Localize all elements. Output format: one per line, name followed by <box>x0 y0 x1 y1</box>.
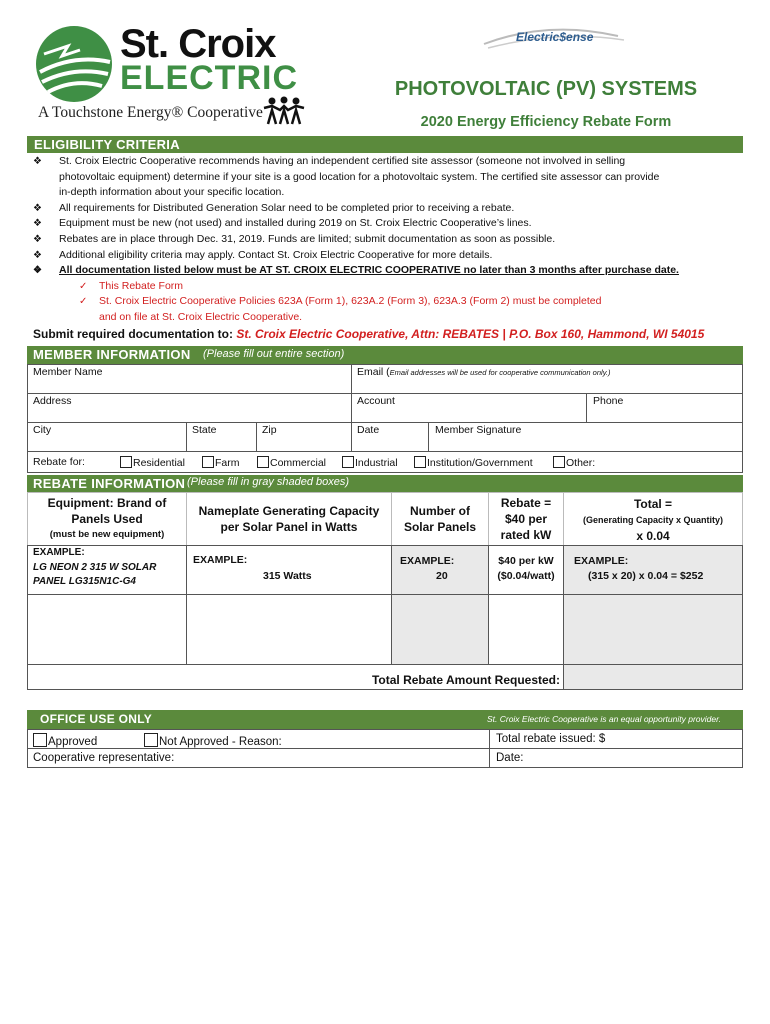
diamond-bullet-icon: ❖ <box>33 265 42 277</box>
col-equipment-header: Equipment: Brand of Panels Used (must be new equipment) <box>27 492 187 546</box>
list-item: ✓ St. Croix Electric Cooperative Policies 623A (Form 1), 623A.2 (Form 3), 623A.3 (Form 2) must be completed <box>27 294 743 310</box>
submit-instructions <box>33 327 753 341</box>
checkbox-icon[interactable] <box>144 733 158 747</box>
col-rebate-header: Rebate = $40 per rated kW <box>488 492 564 546</box>
page-subtitle: 2020 Energy Efficiency Rebate Form <box>420 114 672 130</box>
cooperative-logo-icon <box>34 24 114 104</box>
program-name: Electric$ense <box>516 30 594 44</box>
list-item: and on file at St. Croix Electric Cooperative. <box>99 310 303 323</box>
checkbox-institution[interactable]: Institution/Government <box>414 456 533 469</box>
member-heading: MEMBER INFORMATION <box>33 347 191 362</box>
program-badge <box>478 24 628 54</box>
checkbox-icon[interactable] <box>120 456 132 468</box>
total-input[interactable] <box>563 594 743 665</box>
approval-row <box>27 729 490 749</box>
state-field[interactable]: State <box>186 422 257 452</box>
col-total-header: Total = (Generating Capacity x Quantity) x 0.04 <box>563 492 743 546</box>
equipment-input[interactable] <box>27 594 187 665</box>
list-item: ✓ This Rebate Form <box>27 279 743 295</box>
example-total: EXAMPLE: (315 x 20) x 0.04 = $252 <box>563 545 743 595</box>
list-item: ❖ All documentation listed below must be AT ST. CROIX ELECTRIC COOPERATIVE no later than 3 months after purchase date. <box>27 263 743 279</box>
rebate-type-row: Rebate for: Residential Farm Commercial Industrial Institution/Government Other: <box>27 451 743 473</box>
diamond-bullet-icon: ❖ <box>33 156 42 167</box>
phone-field[interactable]: Phone <box>586 393 743 423</box>
logo-line2: ELECTRIC <box>120 59 298 97</box>
eligibility-heading: ELIGIBILITY CRITERIA <box>34 137 180 152</box>
checkbox-other[interactable]: Other: <box>553 456 595 469</box>
quantity-input[interactable] <box>391 594 489 665</box>
city-field[interactable]: City <box>27 422 187 452</box>
diamond-bullet-icon: ❖ <box>33 202 42 214</box>
checkbox-icon[interactable] <box>33 733 47 747</box>
page-title: PHOTOVOLTAIC (PV) SYSTEMS <box>394 78 698 100</box>
checkbox-icon[interactable] <box>257 456 269 468</box>
checkbox-icon[interactable] <box>414 456 426 468</box>
member-info-header <box>27 346 743 364</box>
eligibility-list <box>27 154 743 326</box>
rebate-info-header <box>27 475 743 492</box>
rebate-note: (Please fill in gray shaded boxes) <box>187 476 350 488</box>
checkbox-approved[interactable]: Approved <box>33 733 97 748</box>
rebate-heading: REBATE INFORMATION <box>33 476 186 491</box>
representative-field[interactable]: Cooperative representative: <box>27 748 490 768</box>
date-field[interactable]: Date <box>351 422 429 452</box>
logo-tagline: A Touchstone Energy® Cooperative <box>38 104 263 121</box>
example-rebate: $40 per kW ($0.04/watt) <box>488 545 564 595</box>
total-rebate-row: Total Rebate Amount Requested: <box>27 664 564 690</box>
checkbox-icon[interactable] <box>342 456 354 468</box>
diamond-bullet-icon: ❖ <box>33 249 42 261</box>
zip-field[interactable]: Zip <box>256 422 352 452</box>
office-use-header <box>27 710 743 729</box>
diamond-bullet-icon: ❖ <box>33 233 42 245</box>
list-item: ❖ Additional eligibility criteria may apply. Contact St. Croix Electric Cooperative for more details. <box>27 248 743 264</box>
checkbox-commercial[interactable]: Commercial <box>257 456 326 469</box>
logo-line1: St. Croix <box>120 22 276 66</box>
eligibility-header <box>27 136 743 153</box>
list-item: ❖ St. Croix Electric Cooperative recommends having an independent certified site assessor (someone not involved in selling <box>27 154 743 170</box>
member-note: (Please fill out entire section) <box>203 348 345 360</box>
capacity-input[interactable] <box>186 594 392 665</box>
checkmark-icon: ✓ <box>79 280 88 292</box>
checkmark-icon: ✓ <box>79 296 88 308</box>
rebate-rate-cell <box>488 594 564 665</box>
list-item: ❖ Rebates are in place through Dec. 31, 2019. Funds are limited; submit documentation as soon as possible. <box>27 232 743 248</box>
submit-label: Submit required documentation to: <box>33 327 233 341</box>
example-equipment: EXAMPLE: LG NEON 2 315 W SOLAR PANEL LG315N1C-G4 <box>27 545 187 595</box>
submit-address: St. Croix Electric Cooperative, Attn: REBATES | P.O. Box 160, Hammond, WI 54015 <box>236 327 705 341</box>
checkbox-not-approved[interactable]: Not Approved - Reason: <box>144 733 282 748</box>
logo <box>34 24 306 132</box>
list-item: ❖ Equipment must be new (not used) and installed during 2019 on St. Croix Electric Cooperative’s lines. <box>27 216 743 232</box>
example-quantity: EXAMPLE: 20 <box>391 545 489 595</box>
office-heading: OFFICE USE ONLY <box>40 712 153 726</box>
office-date-field[interactable]: Date: <box>489 748 743 768</box>
list-item: ❖ All requirements for Distributed Generation Solar need to be completed prior to receiving a rebate. <box>27 201 743 217</box>
checkbox-farm[interactable]: Farm <box>202 456 240 469</box>
touchstone-figures-icon <box>262 96 306 126</box>
col-quantity-header: Number of Solar Panels <box>391 492 489 546</box>
col-capacity-header: Nameplate Generating Capacity per Solar Panel in Watts <box>186 492 392 546</box>
checkbox-residential[interactable]: Residential <box>120 456 185 469</box>
email-field[interactable]: Email (Email addresses will be used for cooperative communication only.) <box>351 364 743 394</box>
checkbox-icon[interactable] <box>553 456 565 468</box>
address-field[interactable]: Address <box>27 393 352 423</box>
account-field[interactable]: Account <box>351 393 587 423</box>
list-item: in-depth information about your specific location. <box>59 186 285 199</box>
diamond-bullet-icon: ❖ <box>33 218 42 230</box>
total-rebate-input[interactable] <box>563 664 743 690</box>
equal-opportunity-note: St. Croix Electric Cooperative is an equal opportunity provider. <box>486 714 721 724</box>
member-name-field[interactable]: Member Name <box>27 364 352 394</box>
checkbox-icon[interactable] <box>202 456 214 468</box>
list-item: photovoltaic equipment) determine if your site is a good location for a photovoltaic system. The certified site assessor can provide <box>59 170 660 183</box>
example-capacity: EXAMPLE: 315 Watts <box>186 545 392 595</box>
total-issued-field[interactable]: Total rebate issued: $ <box>489 729 743 749</box>
signature-field[interactable]: Member Signature <box>428 422 743 452</box>
checkbox-industrial[interactable]: Industrial <box>342 456 398 469</box>
